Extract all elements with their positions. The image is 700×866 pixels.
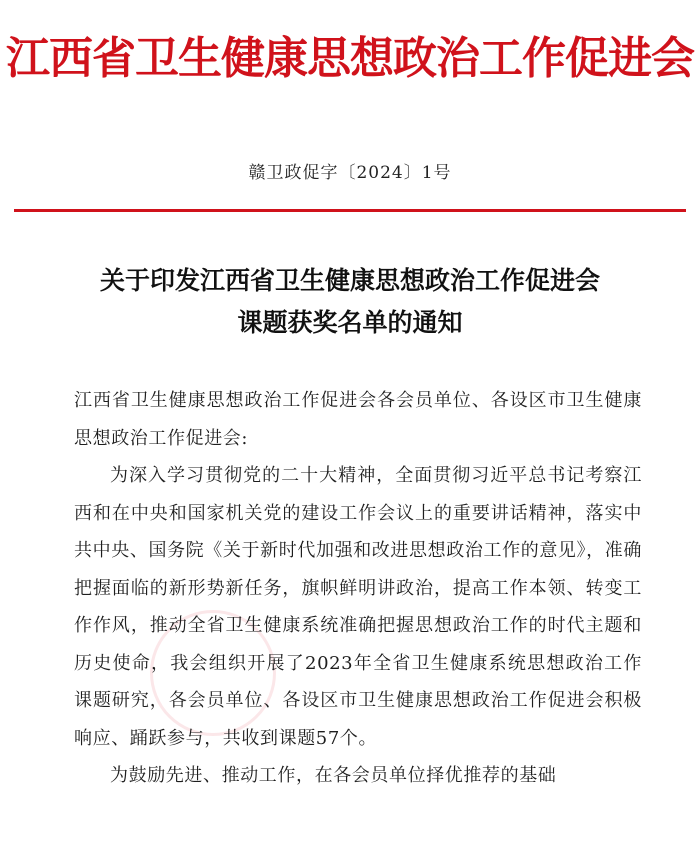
- notice-title: [0, 260, 700, 344]
- notice-title-line-2: 课题获奖名单的通知: [237, 308, 463, 337]
- notice-title-line-1: 关于印发江西省卫生健康思想政治工作促进会: [99, 266, 600, 295]
- red-divider-line: [14, 209, 686, 212]
- body-paragraph-2: 为鼓励先进、推动工作，在各会员单位择优推荐的基础: [110, 765, 557, 786]
- notice-body: [74, 382, 642, 795]
- document-number: 赣卫政促字〔2024〕1号: [248, 163, 452, 183]
- body-paragraph-1: 为深入学习贯彻党的二十大精神，全面贯彻习近平总书记考察江西和在中央和国家机关党的建设工作会议上的重要讲话精神，落实中共中央、国务院《关于新时代加强和改进思想政治工作的意见》，准确把握面临的新形势新任务，旗帜鲜明讲政治，提高工作本领、转变工作作风，推动全省卫生健康系统准确把握思想政治工作的时代主题和历史使命，我会组织开展了2023年全省卫生健康系统思想政治工作课题研究，各会员单位、各设区市卫生健康思想政治工作促进会积极响应、踊跃参与，共收到课题57个。: [74, 465, 642, 749]
- addressee: 江西省卫生健康思想政治工作促进会各会员单位、各设区市卫生健康思想政治工作促进会:: [74, 390, 642, 449]
- issuer-header-title: 江西省卫生健康思想政治工作促进会: [6, 33, 694, 84]
